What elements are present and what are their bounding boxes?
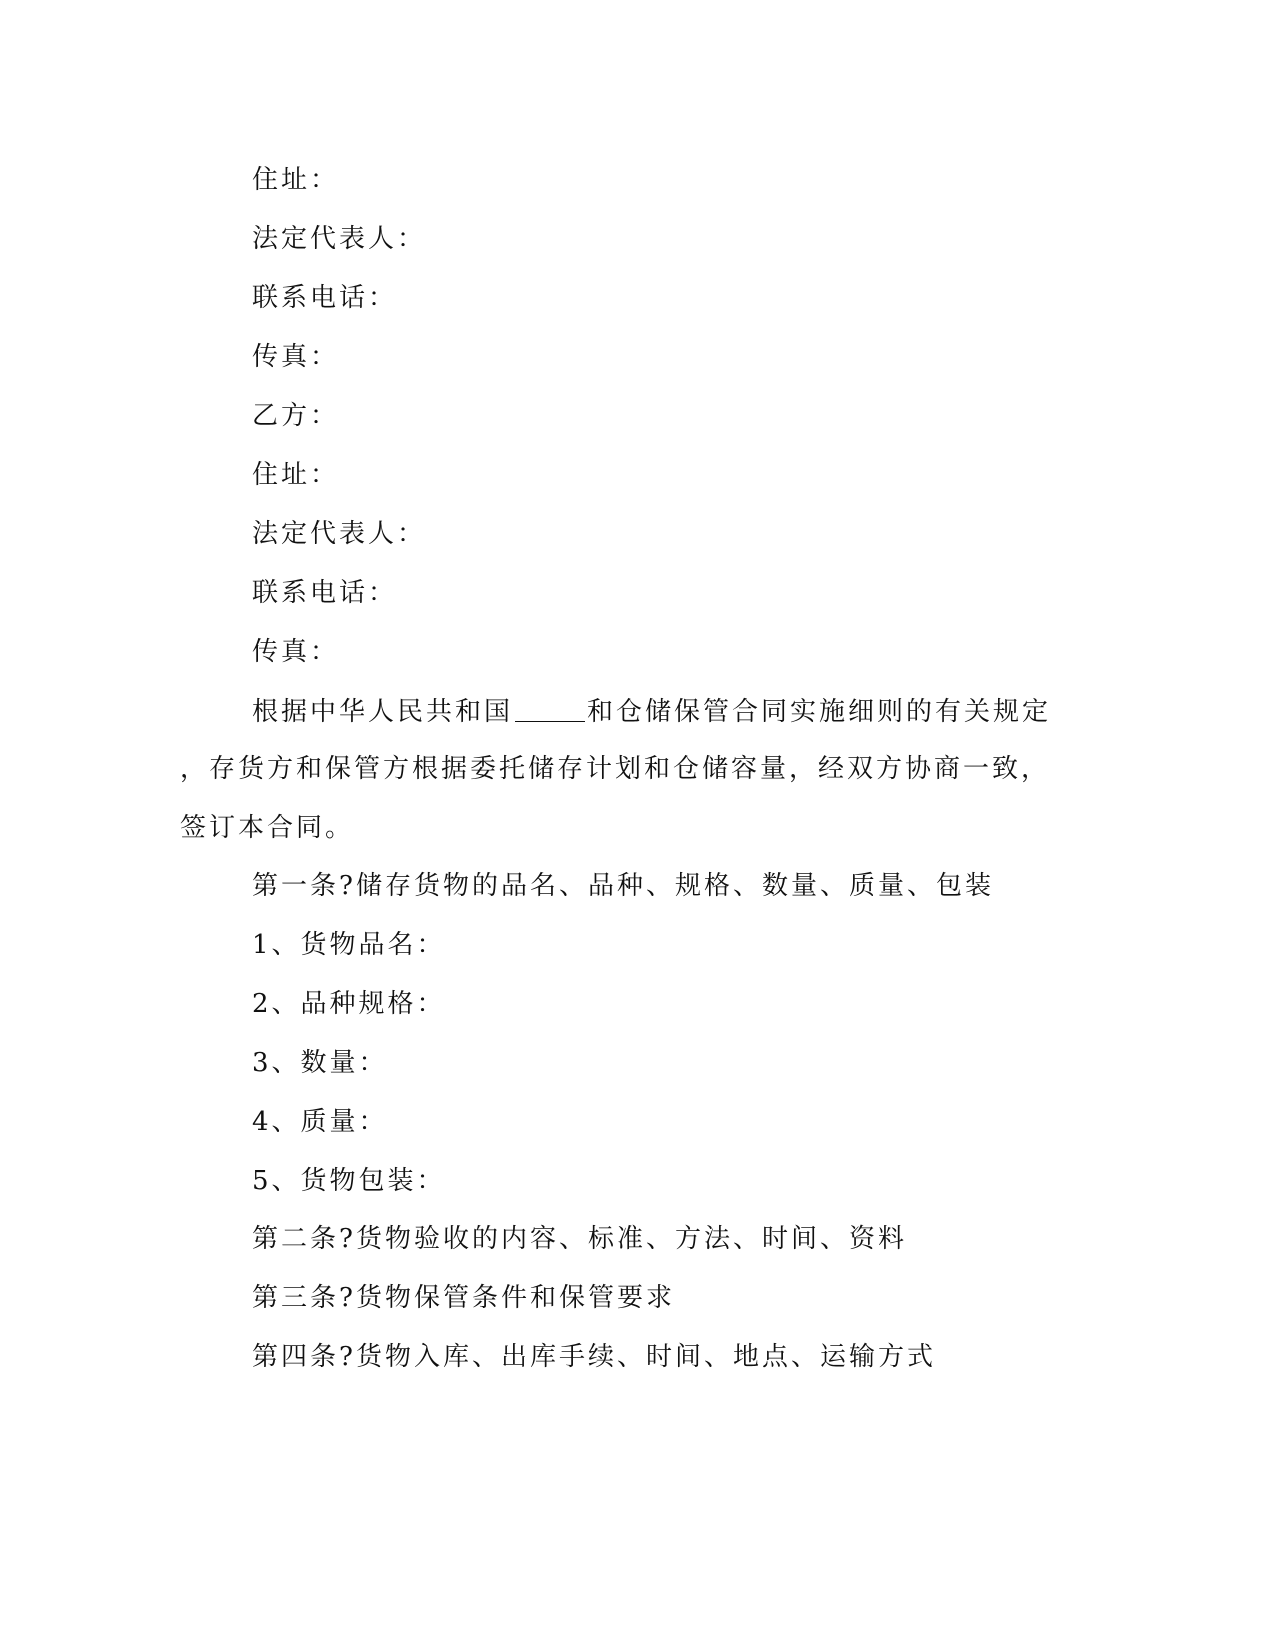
article-2-heading: 第二条?货物验收的内容、标准、方法、时间、资料 [252, 1224, 907, 1254]
party-a-fax: 传真： [252, 342, 340, 372]
party-b-address: 住址： [252, 460, 340, 490]
party-b-legal-rep: 法定代表人： [252, 519, 427, 549]
article-3-heading: 第三条?货物保管条件和保管要求 [252, 1283, 675, 1313]
preamble-line-2: ，存货方和保管方根据委托储存计划和仓储容量，经双方协商一致， [180, 754, 1051, 784]
party-a-phone: 联系电话： [252, 283, 398, 313]
preamble-line-3: 签订本合同。 [180, 813, 355, 843]
article-1-item: 1、货物品名： [252, 930, 446, 960]
party-a-legal-rep: 法定代表人： [252, 224, 427, 254]
article-1-heading: 第一条?储存货物的品名、品种、规格、数量、质量、包装 [252, 871, 994, 901]
preamble-line-1-end: 和仓储保管合同实施细则的有关规定 [587, 697, 1052, 727]
party-b-phone: 联系电话： [252, 578, 398, 608]
article-1-item: 2、品种规格： [252, 989, 446, 1019]
article-4-heading: 第四条?货物入库、出库手续、时间、地点、运输方式 [252, 1342, 936, 1372]
party-a-address: 住址： [252, 165, 340, 195]
party-b-title: 乙方： [252, 401, 340, 431]
article-1-item: 5、货物包装： [252, 1166, 446, 1196]
article-1-item: 3、数量： [252, 1048, 388, 1078]
party-b-fax: 传真： [252, 637, 340, 667]
preamble-line-1-start: 根据中华人民共和国 [252, 697, 514, 727]
law-name-blank [515, 693, 585, 722]
preamble-line-1 [252, 693, 1051, 729]
article-1-item: 4、质量： [252, 1107, 388, 1137]
